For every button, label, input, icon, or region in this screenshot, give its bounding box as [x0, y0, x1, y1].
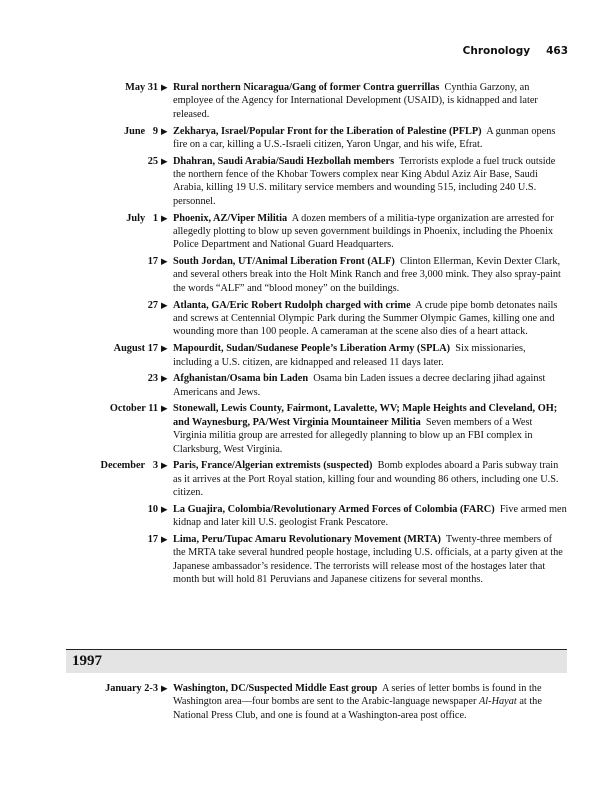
entry-heading: Zekharya, Israel/Popular Front for the Liberation of Palestine (PFLP): [173, 125, 482, 137]
chronology-entry: [0, 372, 614, 399]
entry-heading: Stonewall, Lewis County, Fairmont, Lavalette, WV; Maple Heights and Cleveland, OH; and Waynesburg, PA/West Virginia Mountaineer Militia: [173, 403, 558, 428]
entry-body: [173, 533, 567, 587]
entry-date: December 3: [100, 460, 158, 472]
bullet-arrow-icon: ▶: [161, 373, 168, 384]
chronology-entry: [0, 81, 614, 121]
year-heading: 1997: [72, 653, 102, 669]
entry-text: Clinton Ellerman, Kevin Dexter Clark, and several others break into the Holt Mink Ranch and free 3,000 mink. They also spray-paint the words “ALF” and “blood money” on the buildings.: [173, 256, 561, 294]
entry-text: A crude pipe bomb detonates nails and screws at Centennial Olympic Park during the Summer Olympic Games, killing one and wounding more than 100 people. A cameraman at the scene also dies of a heart attack.: [173, 299, 558, 338]
bullet-arrow-icon: ▶: [161, 503, 168, 514]
entry-body: [173, 459, 567, 499]
entry-date: 27: [147, 299, 158, 311]
entry-date: 17: [147, 533, 158, 545]
entry-heading: Lima, Peru/Tupac Amaru Revolutionary Movement (MRTA): [173, 533, 441, 545]
entry-heading: Rural northern Nicaragua/Gang of former Contra guerrillas: [173, 82, 440, 93]
entry-text: Osama bin Laden issues a decree declaring jihad against Americans and Jews.: [173, 373, 546, 398]
bullet-arrow-icon: ▶: [161, 533, 168, 544]
entry-text: Seven members of a West Virginia militia group are arrested for allegedly planning to blow up an FBI complex in Clarksburg, West Virginia.: [173, 416, 533, 455]
entry-heading: Afghanistan/Osama bin Laden: [173, 373, 309, 385]
entry-heading: South Jordan, UT/Animal Liberation Front (ALF): [173, 256, 395, 268]
chronology-entry: [0, 459, 614, 499]
entry-text: A series of letter bombs is found in the Washington area—four bombs are sent to the Arabic-language newspaper: [173, 683, 542, 708]
entry-date: July 1: [126, 212, 158, 224]
bullet-arrow-icon: ▶: [161, 125, 168, 136]
entry-text: A gunman opens fire on a car, killing a U.S.-Israeli citizen, Yaron Ungar, and his wife, Efrat.: [173, 125, 556, 150]
entry-body: [173, 81, 567, 121]
entry-text-italic: Al-Hayat: [478, 696, 517, 708]
entry-heading: Paris, France/Algerian extremists (suspected): [173, 460, 373, 472]
entry-body: [173, 212, 567, 252]
chronology-entry: [0, 503, 614, 530]
entry-body: [173, 299, 567, 339]
page-number: 463: [546, 45, 568, 57]
entry-body: [173, 372, 567, 399]
entry-heading: Dhahran, Saudi Arabia/Saudi Hezbollah members: [173, 155, 395, 167]
entry-body: [173, 503, 567, 530]
chronology-entry: [0, 255, 614, 295]
chronology-entry: [0, 212, 614, 252]
entry-text: Terrorists explode a fuel truck outside the northern fence of the Khobar Towers complex near King Abdul Aziz Air Base, Saudi Arabia, killing 19 U.S. military service members and wounding 515, including 240 U.S. personnel.: [173, 155, 556, 207]
bullet-arrow-icon: ▶: [161, 343, 168, 354]
entry-heading: Mapourdit, Sudan/Sudanese People’s Liberation Army (SPLA): [173, 343, 451, 355]
entry-date: 17: [147, 256, 158, 268]
running-header: [463, 45, 568, 61]
entry-date: January 2-3: [105, 683, 158, 694]
entry-date: 10: [147, 503, 158, 515]
entry-text: A dozen members of a militia-type organization are arrested for allegedly plotting to blow up seven government buildings in Phoenix, including the Phoenix Police Department and National Guard Headquarters.: [173, 212, 554, 251]
chronology-entry: [0, 533, 614, 587]
bullet-arrow-icon: ▶: [161, 82, 168, 92]
entry-date: 25: [147, 155, 158, 167]
entry-date: August 17: [113, 343, 158, 355]
bullet-arrow-icon: ▶: [161, 212, 168, 223]
chronology-entry: [0, 682, 614, 722]
entry-body: [173, 342, 567, 369]
bullet-arrow-icon: ▶: [161, 460, 168, 471]
entry-body: [173, 402, 567, 456]
entry-date: May 31: [125, 82, 158, 93]
chronology-entry: [0, 299, 614, 339]
entry-heading: La Guajira, Colombia/Revolutionary Armed Forces of Colombia (FARC): [173, 503, 495, 515]
chronology-entry: [0, 155, 614, 209]
entry-body: [173, 682, 567, 722]
entry-text: Bomb explodes aboard a Paris subway train as it arrives at the Port Royal station, killing four and wounding 86 others, including one U.S. citizen.: [173, 460, 559, 499]
year-heading-band: [66, 649, 567, 673]
bullet-arrow-icon: ▶: [161, 683, 168, 693]
chronology-1996: [0, 81, 614, 590]
entry-date: 23: [147, 373, 158, 385]
bullet-arrow-icon: ▶: [161, 155, 168, 166]
entry-date: October 11: [109, 403, 158, 415]
entry-text: Five armed men kidnap and later kill U.S. geologist Frank Pescatore.: [173, 503, 567, 529]
entry-body: [173, 125, 567, 152]
bullet-arrow-icon: ▶: [161, 256, 168, 267]
bullet-arrow-icon: ▶: [161, 403, 168, 414]
bullet-arrow-icon: ▶: [161, 299, 168, 310]
entry-text: Twenty-three members of the MRTA take several hundred people hostage, including U.S. officials, at a party given at the Japanese ambassador’s residence. The terrorists will release most of the hostages later that month but will hold 81 Peruvians and Japanese citizens for several months.: [173, 533, 563, 586]
entry-heading: Washington, DC/Suspected Middle East group: [173, 683, 378, 694]
chronology-entry: [0, 342, 614, 369]
entry-text: Cynthia Garzony, an employee of the Agency for International Development (USAID), is kidnapped and later released.: [173, 82, 538, 120]
chronology-1997: [0, 682, 614, 726]
entry-text: at the National Press Club, and one is found at a Washington-area post office.: [173, 696, 542, 721]
entry-body: [173, 155, 567, 209]
section-title: Chronology: [462, 45, 531, 57]
chronology-entry: [0, 125, 614, 152]
entry-text: Six missionaries, including a U.S. citizen, are kidnapped and released 11 days later.: [173, 343, 526, 368]
entry-heading: Atlanta, GA/Eric Robert Rudolph charged with crime: [173, 299, 411, 311]
chronology-entry: [0, 402, 614, 456]
entry-body: [173, 255, 567, 295]
entry-date: June 9: [123, 125, 158, 137]
entry-heading: Phoenix, AZ/Viper Militia: [173, 212, 288, 224]
